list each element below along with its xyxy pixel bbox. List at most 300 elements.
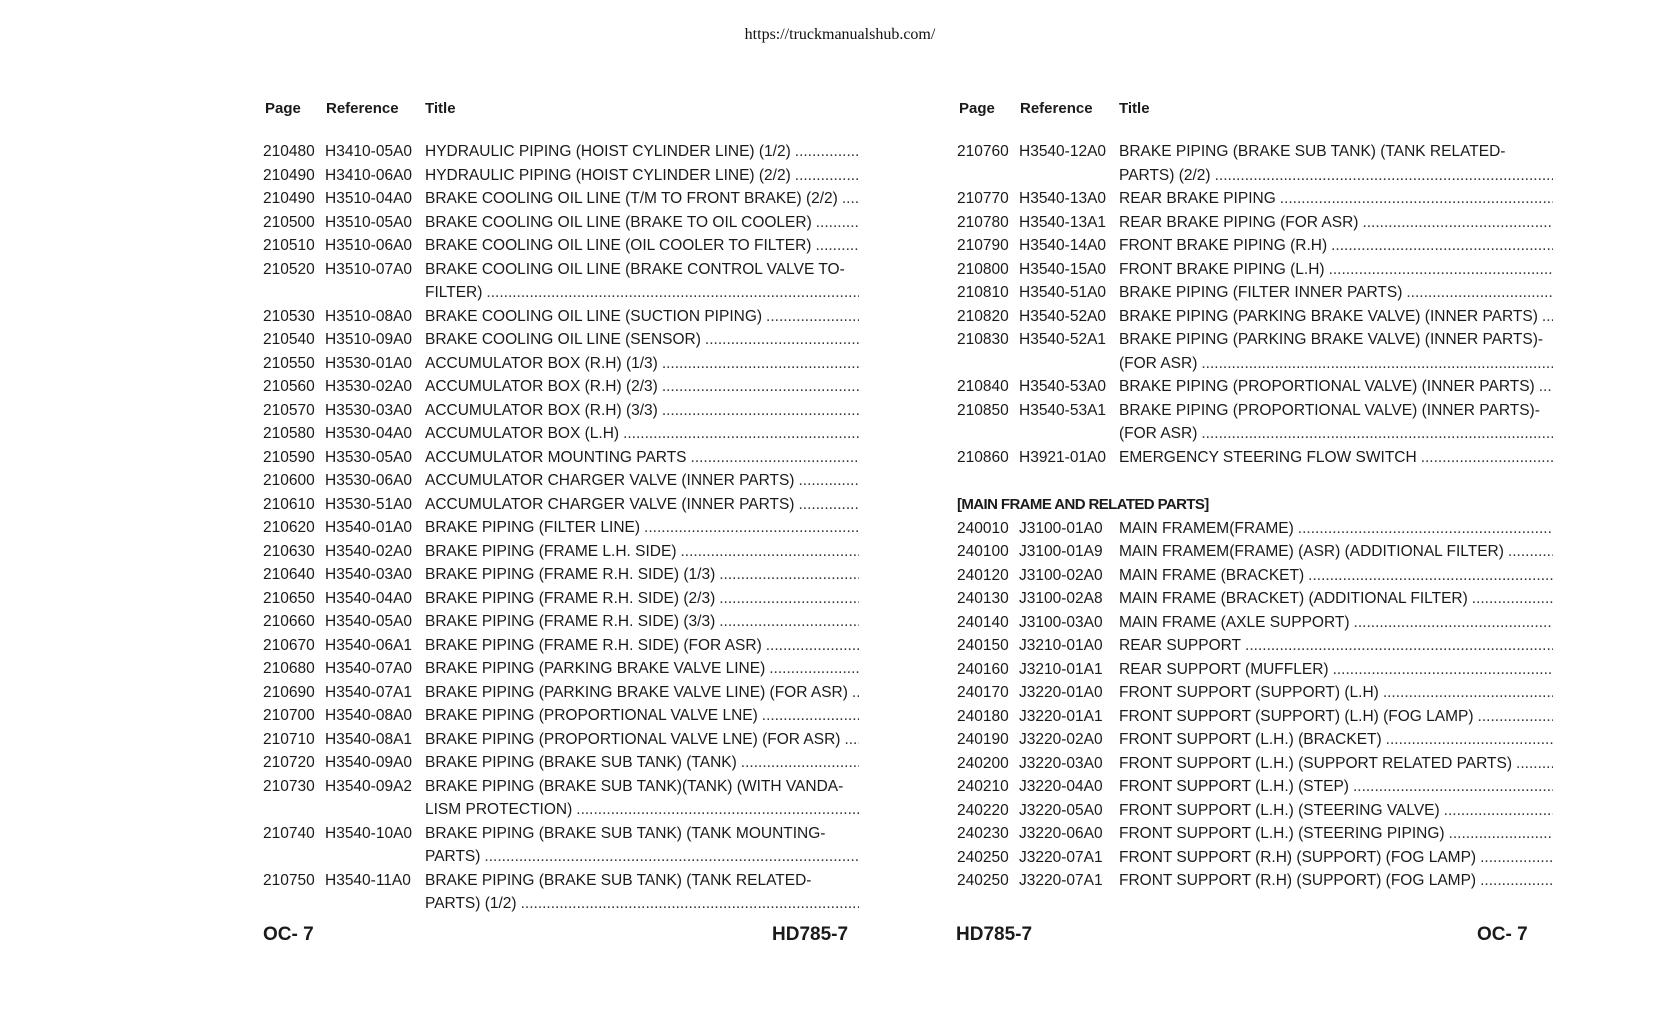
leader-dots [662,352,859,376]
entry-title [425,493,859,517]
entry-title-line: HYDRAULIC PIPING (HOIST CYLINDER LINE) (2/2) [425,166,791,184]
entry-page: 210560 [263,378,315,395]
entry-page: 240250 [957,872,1009,889]
leader-dots [815,234,859,258]
entry-reference: J3100-02A0 [1019,566,1103,584]
entry-title [425,375,859,399]
entry-reference: H3540-07A1 [325,683,413,701]
entry-title-line: HYDRAULIC PIPING (HOIST CYLINDER LINE) (1/2) [425,143,791,160]
entry-title [425,775,859,822]
entry-title [1119,869,1553,893]
entry-page: 210700 [263,707,315,724]
table-row [263,234,859,258]
entry-title [425,399,859,423]
leader-dots [691,446,859,470]
table-row [263,258,859,305]
table-row [957,775,1553,799]
entry-title-line: FRONT BRAKE PIPING (R.H) [1119,237,1328,254]
footer-page-left: OC- 7 [263,924,314,945]
entry-page: 210780 [957,213,1009,231]
entry-reference: H3510-07A0 [325,260,413,278]
header-page: Page [959,100,995,117]
table-row [263,563,859,587]
entry-page: 210620 [263,519,315,536]
entry-title [1119,752,1553,776]
header-title: Title [425,100,456,117]
leader-dots [1508,540,1553,564]
entry-title [425,234,859,258]
entry-title-line: MAIN FRAMEM(FRAME) [1119,519,1294,537]
entry-title [1119,728,1553,752]
table-row [263,751,859,775]
table-row [957,446,1553,470]
table-row [957,869,1553,893]
table-row [263,446,859,470]
entry-page: 210820 [957,307,1009,325]
entry-title [1119,634,1553,658]
leader-dots [1329,258,1553,282]
entry-page: 240220 [957,801,1009,819]
table-row [957,846,1553,870]
table-row [263,657,859,681]
entry-reference: H3540-01A0 [325,519,413,536]
entry-title-line: MAIN FRAME (BRACKET) (ADDITIONAL FILTER) [1119,590,1468,607]
table-row [263,352,859,376]
entry-title-line: BRAKE COOLING OIL LINE (T/M TO FRONT BRAKE) (2/2) [425,190,838,207]
entry-page: 210790 [957,237,1009,254]
leader-dots [1362,211,1553,235]
entry-title [425,516,859,540]
entry-reference: H3540-52A0 [1019,307,1107,325]
entry-page: 210530 [263,307,315,325]
entry-title-line: ACCUMULATOR CHARGER VALVE (INNER PARTS) [425,495,795,513]
leader-dots [1308,564,1553,588]
entry-page: 210690 [263,683,315,701]
entry-title [1119,681,1553,705]
leader-dots [644,516,859,540]
leader-dots [623,422,859,446]
table-row [957,187,1553,211]
table-row [957,375,1553,399]
leader-dots [1354,611,1553,635]
entry-title [425,704,859,728]
right-column [957,100,1553,893]
leader-dots [719,587,859,611]
leader-dots [1480,846,1553,870]
table-row [263,869,859,916]
entry-reference: H3921-01A0 [1019,448,1107,466]
entry-page: 240170 [957,684,1009,701]
entry-reference: H3540-04A0 [325,589,413,607]
entry-title [1119,305,1553,329]
entry-reference: H3540-12A0 [1019,143,1107,160]
entry-page: 210520 [263,260,315,278]
entry-title [1119,775,1553,799]
table-row [957,258,1553,282]
table-row [957,705,1553,729]
entry-reference: H3510-06A0 [325,237,413,254]
entry-page: 210740 [263,824,315,842]
table-row [263,493,859,517]
header-reference: Reference [326,100,399,117]
entry-page: 210710 [263,730,315,748]
table-row [263,305,859,329]
right-entry-list [957,140,1553,893]
entry-title [1119,517,1553,541]
entry-reference: H3410-06A0 [325,166,413,184]
table-row [263,728,859,752]
entry-title [1119,799,1553,823]
table-row [957,540,1553,564]
leader-dots [798,493,859,517]
entry-page: 210480 [263,143,315,160]
entry-title-line: BRAKE PIPING (BRAKE SUB TANK) (TANK) [425,754,737,771]
leader-dots [1444,799,1553,823]
entry-title-line: FRONT SUPPORT (R.H) (SUPPORT) (FOG LAMP) [1119,872,1477,889]
table-row [263,540,859,564]
entry-title-line: ACCUMULATOR BOX (R.H) (3/3) [425,401,658,419]
entry-page: 210830 [957,331,1009,348]
leader-dots [705,328,859,352]
table-row [957,399,1553,446]
entry-title [1119,211,1553,235]
left-column [263,100,859,916]
entry-title-line: ACCUMULATOR CHARGER VALVE (INNER PARTS) [425,472,795,489]
table-row [263,399,859,423]
entry-page: 210800 [957,260,1009,278]
table-row [957,681,1553,705]
entry-page: 210840 [957,378,1009,395]
entry-reference: H3540-05A0 [325,613,413,630]
table-row [957,234,1553,258]
entry-title-line: FRONT SUPPORT (L.H.) (STEERING PIPING) [1119,825,1445,842]
entry-title-line: BRAKE PIPING (FILTER INNER PARTS) [1119,284,1403,301]
entry-title [425,422,859,446]
entry-title-line: BRAKE PIPING (PROPORTIONAL VALVE LNE) [425,707,758,724]
leader-dots [844,728,859,752]
entry-title-line: FRONT SUPPORT (L.H.) (BRACKET) [1119,731,1382,748]
entry-title-line: BRAKE PIPING (FILTER LINE) [425,519,641,536]
entry-title [1119,658,1553,682]
leader-dots [662,375,859,399]
entry-page: 210680 [263,660,315,677]
entry-title-line: FRONT SUPPORT (SUPPORT) (L.H) (FOG LAMP) [1119,707,1474,725]
table-row [957,587,1553,611]
table-header [957,100,1553,122]
entry-title-line: REAR SUPPORT (MUFFLER) [1119,660,1329,678]
entry-reference: H3510-04A0 [325,190,413,207]
entry-page: 210660 [263,613,315,630]
entry-title-line: BRAKE PIPING (BRAKE SUB TANK)(TANK) (WITH VANDA- [425,777,844,795]
entry-reference: J3220-03A0 [1019,754,1103,772]
footer-model-right: HD785-7 [956,924,1033,945]
entry-reference: H3530-01A0 [325,354,413,372]
entry-reference: J3220-07A1 [1019,872,1103,889]
entry-reference: H3510-05A0 [325,213,413,231]
entry-reference: H3540-09A0 [325,754,413,771]
entry-reference: H3530-05A0 [325,448,413,466]
entry-page: 210850 [957,401,1009,419]
entry-reference: J3100-02A8 [1019,590,1103,607]
entry-reference: H3530-02A0 [325,378,413,395]
leader-dots [1331,234,1553,258]
entry-page: 210510 [263,237,315,254]
entry-title-line: BRAKE PIPING (BRAKE SUB TANK) (TANK MOUNTING- [425,824,826,842]
table-row [957,140,1553,187]
footer-page-right: OC- 7 [1477,924,1528,945]
leader-dots [741,751,859,775]
leader-dots [795,164,859,188]
entry-title [425,657,859,681]
entry-reference: H3540-08A0 [325,707,413,724]
entry-page: 240250 [957,848,1009,866]
leader-dots [1298,517,1553,541]
entry-title [1119,446,1553,470]
entry-page: 210730 [263,777,315,795]
entry-page: 240150 [957,637,1009,654]
entry-title [425,822,859,869]
footer-model-left: HD785-7 [772,924,849,945]
entry-title [425,610,859,634]
table-row [263,187,859,211]
entry-title [1119,140,1553,187]
table-row [263,516,859,540]
entry-title-line: PARTS) [425,848,481,865]
leader-dots [766,634,859,658]
entry-reference: H3540-51A0 [1019,284,1107,301]
leader-dots [1472,587,1553,611]
entry-title [425,211,859,235]
table-row [263,634,859,658]
entry-reference: H3540-06A1 [325,636,413,654]
entry-reference: J3220-01A0 [1019,684,1103,701]
entry-title-line: (FOR ASR) [1119,354,1198,372]
entry-title [1119,822,1553,846]
entry-title-line: BRAKE PIPING (BRAKE SUB TANK) (TANK RELATED- [1119,143,1506,160]
entry-title-line: REAR BRAKE PIPING (FOR ASR) [1119,213,1359,231]
entry-title [1119,611,1553,635]
entry-reference: J3210-01A0 [1019,637,1103,654]
leader-dots [1406,281,1553,305]
entry-title-line: PARTS) (1/2) [425,895,517,912]
leader-dots [1542,305,1553,329]
leader-dots [662,399,859,423]
entry-title [425,140,859,164]
entry-reference: H3530-04A0 [325,425,413,442]
entry-title [1119,375,1553,399]
leader-dots [1245,634,1553,658]
entry-page: 210720 [263,754,315,771]
table-row [263,610,859,634]
entry-page: 240180 [957,707,1009,725]
entry-title [1119,846,1553,870]
entry-reference: H3540-14A0 [1019,237,1107,254]
entry-page: 240210 [957,778,1009,795]
entry-title [1119,705,1553,729]
entry-reference: H3510-09A0 [325,331,413,348]
entry-page: 210860 [957,448,1009,466]
leader-dots [842,187,859,211]
entry-page: 210570 [263,401,315,419]
entry-title [425,587,859,611]
leader-dots [576,798,859,822]
entry-title-line: BRAKE COOLING OIL LINE (BRAKE CONTROL VALVE TO- [425,260,845,278]
entry-page: 210590 [263,448,315,466]
entry-title-line: MAIN FRAME (AXLE SUPPORT) [1119,613,1350,631]
entry-reference: H3540-53A1 [1019,401,1107,419]
table-row [957,281,1553,305]
entry-page: 210810 [957,284,1009,301]
entry-reference: H3540-52A1 [1019,331,1107,348]
entry-title [425,446,859,470]
entry-title-line: BRAKE PIPING (PARKING BRAKE VALVE LINE) (FOR ASR) [425,683,848,701]
leader-dots [1353,775,1553,799]
entry-title [1119,187,1553,211]
table-row [957,634,1553,658]
entry-title [425,187,859,211]
entry-title-line: BRAKE PIPING (FRAME R.H. SIDE) (3/3) [425,613,716,630]
leader-dots [719,563,859,587]
entry-title-line: BRAKE PIPING (PROPORTIONAL VALVE) (INNER PARTS)- [1119,401,1540,419]
entry-reference: H3540-10A0 [325,824,413,842]
leader-dots [719,610,859,634]
entry-title-line: BRAKE COOLING OIL LINE (OIL COOLER TO FILTER) [425,237,812,254]
entry-title-line: BRAKE PIPING (PARKING BRAKE VALVE) (INNER PARTS) [1119,307,1538,325]
entry-page: 210630 [263,542,315,560]
header-title: Title [1119,100,1150,117]
entry-title-line: REAR SUPPORT [1119,637,1242,654]
entry-title-line: ACCUMULATOR BOX (L.H) [425,425,620,442]
leader-dots [681,540,860,564]
entry-page: 210650 [263,589,315,607]
leader-dots [484,845,859,869]
entry-title-line: PARTS) (2/2) [1119,166,1211,184]
entry-page: 210600 [263,472,315,489]
entry-reference: J3220-06A0 [1019,825,1103,842]
entry-title [425,352,859,376]
entry-reference: J3210-01A1 [1019,660,1103,678]
entry-reference: H3540-09A2 [325,777,413,795]
entry-reference: H3540-13A1 [1019,213,1107,231]
entry-title [1119,587,1553,611]
entry-title-line: REAR BRAKE PIPING [1119,190,1276,207]
entry-title [425,728,859,752]
table-row [263,469,859,493]
entry-page: 240230 [957,825,1009,842]
entry-reference: H3540-13A0 [1019,190,1107,207]
entry-page: 240140 [957,613,1009,631]
entry-reference: J3220-01A1 [1019,707,1103,725]
leader-dots [521,892,859,916]
entry-title [1119,540,1553,564]
table-row [957,728,1553,752]
leader-dots [1421,446,1553,470]
leader-dots [766,305,859,329]
header-page: Page [265,100,301,117]
entry-title [425,305,859,329]
entry-page: 240120 [957,566,1009,584]
entry-title [425,164,859,188]
entry-reference: J3220-05A0 [1019,801,1103,819]
entry-page: 210760 [957,143,1009,160]
entry-title-line: BRAKE PIPING (PARKING BRAKE VALVE) (INNER PARTS)- [1119,331,1544,348]
entry-reference: J3220-04A0 [1019,778,1103,795]
entry-page: 240160 [957,660,1009,678]
entry-page: 210490 [263,166,315,184]
entry-page: 210540 [263,331,315,348]
table-row [957,658,1553,682]
table-row [263,375,859,399]
table-row [263,140,859,164]
section-heading: [MAIN FRAME AND RELATED PARTS] [957,496,1209,513]
entry-reference: H3540-15A0 [1019,260,1107,278]
table-row [957,305,1553,329]
entry-page: 210670 [263,636,315,654]
table-row [957,517,1553,541]
leader-dots [1478,705,1553,729]
entry-title-line: BRAKE PIPING (FRAME R.H. SIDE) (1/3) [425,566,716,583]
table-row [263,681,859,705]
leader-dots [762,704,859,728]
entry-page: 240190 [957,731,1009,748]
leader-dots [1215,164,1553,188]
entry-reference: H3540-07A0 [325,660,413,677]
entry-reference: H3530-06A0 [325,472,413,489]
table-row [957,611,1553,635]
entry-title [1119,281,1553,305]
entry-title [1119,234,1553,258]
entry-title-line: BRAKE COOLING OIL LINE (BRAKE TO OIL COOLER) [425,213,812,231]
entry-title-line: FRONT SUPPORT (L.H.) (STEERING VALVE) [1119,801,1440,819]
entry-title [425,540,859,564]
leader-dots [798,469,859,493]
entry-reference: H3540-53A0 [1019,378,1107,395]
entry-page: 210770 [957,190,1009,207]
table-row [957,752,1553,776]
entry-reference: H3410-05A0 [325,143,413,160]
entry-title-line: BRAKE PIPING (FRAME R.H. SIDE) (FOR ASR) [425,636,762,654]
leader-dots [816,211,859,235]
entry-title-line: BRAKE COOLING OIL LINE (SUCTION PIPING) [425,307,763,325]
leader-dots [1201,352,1553,376]
entry-page: 210580 [263,425,315,442]
entry-title-line: MAIN FRAMEM(FRAME) (ASR) (ADDITIONAL FILTER) [1119,543,1504,560]
entry-reference: J3100-01A0 [1019,519,1103,537]
entry-title-line: MAIN FRAME (BRACKET) [1119,566,1305,584]
leader-dots [1480,869,1553,893]
entry-title-line: BRAKE PIPING (FRAME L.H. SIDE) [425,542,677,560]
leader-dots [795,140,859,164]
entry-title-line: BRAKE PIPING (FRAME R.H. SIDE) (2/3) [425,589,716,607]
source-url[interactable]: https://truckmanualshub.com/ [744,26,936,43]
entry-reference: H3540-08A1 [325,730,413,748]
leader-dots [1333,658,1553,682]
table-row [957,211,1553,235]
entry-reference: J3220-07A1 [1019,848,1103,866]
entry-title-line: FRONT BRAKE PIPING (L.H) [1119,260,1325,278]
table-header [263,100,859,122]
entry-title [425,681,859,705]
entry-title [425,258,859,305]
table-row [263,822,859,869]
leader-dots [1280,187,1553,211]
leader-dots [1386,728,1553,752]
entry-title [425,869,859,916]
entry-title-line: EMERGENCY STEERING FLOW SWITCH [1119,448,1417,466]
entry-page: 210490 [263,190,315,207]
entry-reference: J3100-01A9 [1019,543,1103,560]
leader-dots [1201,422,1553,446]
